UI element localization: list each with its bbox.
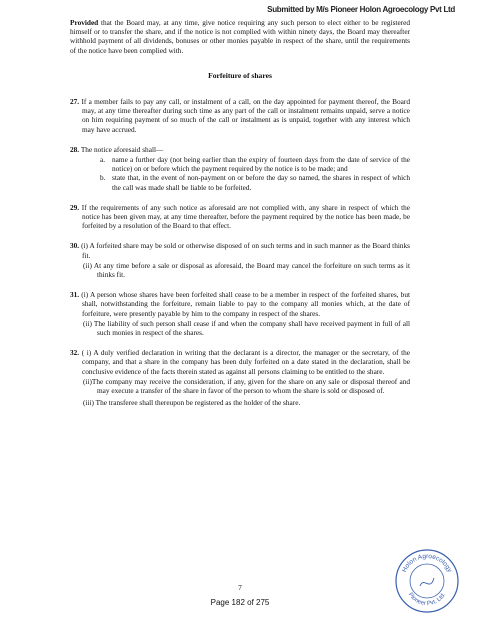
section-title: Forfeiture of shares [208, 70, 272, 80]
clause-number: 30. [70, 241, 80, 251]
clause-29 [70, 203, 410, 231]
page-number: 7 [238, 583, 242, 592]
item-text: state that, in the event of non-payment on or before the day so named, the shares in respect of which the call was made shall be liable to be forfeited. [112, 173, 410, 192]
intro-text: that the Board may, at any time, give notice requiring any such person to elect either to be registered himself or to transfer the share, and if the notice is not complied with within ninety days, the Board may thereafter withhold payment of all dividends, bonuses or other monies payable in respect of the share, until the requirements of the notice have been complied with. [70, 18, 410, 55]
clause-number: 29. [70, 202, 80, 212]
subparagraph: (ii) At any time before a sale or disposal as aforesaid, the Board may cancel the forfeiture on such terms as it thinks fit. [83, 260, 410, 280]
subparagraph: ( i) A duly verified declaration in writing that the declarant is a director, the manager or the secretary, of the company, and that a share in the company has been duly forfeited on a date stated in the declaration, shall be conclusive evidence of the facts therein stated as against all persons claiming to be entitled to the share. [81, 348, 410, 376]
clause-text: If the requirements of any such notice as aforesaid are not complied with, any share in respect of which the notice has been given may, at any time thereafter, before the payment required by the notice has been made, be forfeited by a resolution of the Board to that effect. [81, 202, 410, 231]
clause-30 [70, 241, 410, 279]
item-text: name a further day (not being earlier than the expiry of fourteen days from the date of service of the notice) on or before which the payment required by the notice is to be made; and [112, 155, 410, 174]
subparagraph: (i) A forfeited share may be sold or otherwise disposed of on such terms and in such manner as the Board thinks fit. [81, 241, 411, 260]
intro-paragraph [70, 18, 410, 55]
subparagraph: (iii) The transferee shall thereupon be registered as the holder of the share. [83, 398, 301, 408]
list-item [100, 173, 410, 191]
company-seal-stamp [394, 548, 460, 614]
clause-number: 32. [70, 348, 80, 358]
list-item [100, 155, 410, 173]
document-body [70, 18, 410, 419]
seal-bottom-text: Pioneer Pvt. Ltd. [406, 591, 448, 608]
clause-text: If a member fails to pay any call, or instalment of a call, on the day appointed for payment thereof, the Board may, at any time thereafter during such time as any part of the call or instalment remains unpaid, serve a notice on him requiring payment of so much of the call or instalment as is unpaid, together with any interest which may have accrued. [81, 97, 410, 134]
clause-28-list [100, 155, 410, 192]
clause-31 [70, 290, 410, 337]
seal-top-text: Holon Agroecology [401, 552, 453, 574]
seal-signature-mark [420, 578, 434, 586]
clause-number: 28. [70, 144, 80, 154]
clause-text: The notice aforesaid shall— [80, 144, 164, 154]
subparagraph: (ii)The company may receive the consideration, if any, given for the share on any sale or disposal thereof and may execute a transfer of the share in favor of the person to whom the share is sold or disposed of. [83, 376, 410, 396]
submission-header: Submitted by M/s Pioneer Holon Agroecology Pvt Ltd [267, 5, 455, 14]
subparagraph: (ii) The liability of such person shall cease if and when the company shall have received payment in full of all such monies in respect of the shares. [83, 318, 410, 338]
page-of-total: Page 182 of 275 [210, 598, 270, 607]
clause-27 [70, 97, 410, 134]
clause-32 [70, 348, 410, 407]
item-label: a. [100, 155, 106, 165]
clause-number: 31. [70, 290, 80, 300]
intro-bold-word: Provided [70, 18, 99, 27]
seal-inner-ring [410, 564, 444, 598]
clause-number: 27. [70, 97, 80, 107]
item-label: b. [100, 173, 106, 183]
clause-28 [70, 145, 410, 192]
subparagraph: (i) A person whose shares have been forfeited shall cease to be a member in respect of the forfeited shares, but shall, notwithstanding the forfeiture, remain liable to pay to the company all monies which, at the date of forfeiture, were presently payable by him to the company in respect of the shares. [81, 290, 410, 318]
